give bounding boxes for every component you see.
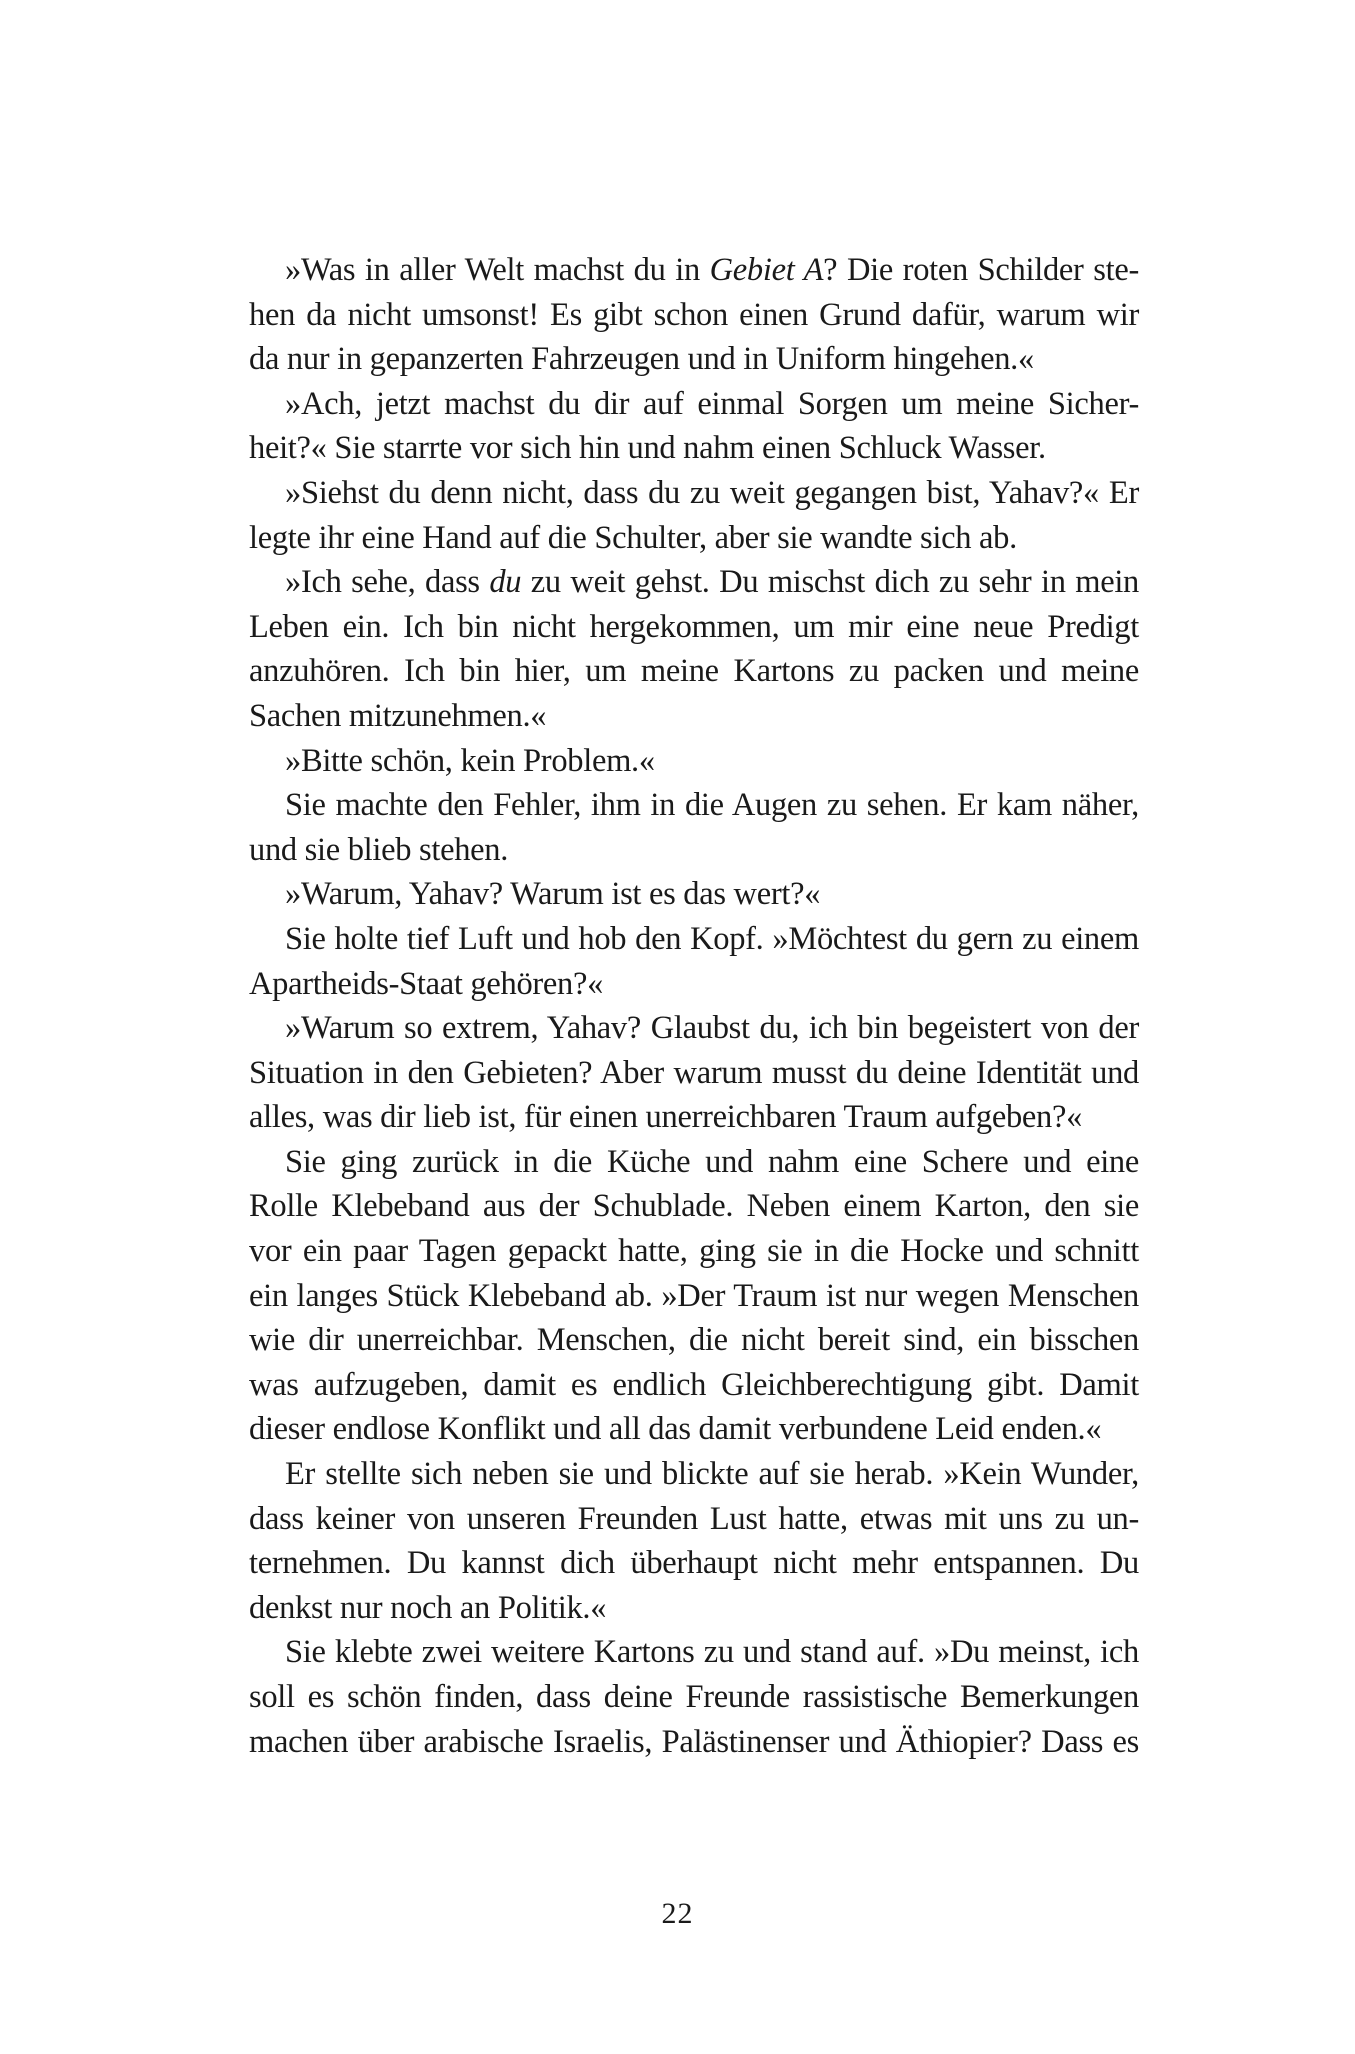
text-line: »Siehst du denn nicht, dass du zu weit gegangen bist, Yahav?« Er [285, 474, 1139, 511]
text-line: dass keiner von unseren Freunden Lust hatte, etwas mit uns zu un- [249, 1500, 1139, 1537]
text-line: soll es schön finden, dass deine Freunde rassistische Bemerkungen [249, 1679, 1139, 1715]
text-line: anzuhören. Ich bin hier, um meine Kartons zu packen und meine [249, 653, 1139, 690]
text-line: Sie holte tief Luft und hob den Kopf. »Möchtest du gern zu einem [285, 920, 1139, 957]
text-line: hen da nicht umsonst! Es gibt schon einen Grund dafür, warum wir [249, 296, 1139, 333]
text-line: Sie klebte zwei weitere Kartons zu und stand auf. »Du meinst, ich [285, 1634, 1139, 1671]
text-line: Sie ging zurück in die Küche und nahm eine Schere und eine [285, 1143, 1139, 1180]
text-line: dieser endlose Konflikt und all das damit verbundene Leid enden.« [249, 1411, 1102, 1448]
text-segment: »Was in aller Welt machst du in [285, 252, 710, 288]
text-segment: »Ich sehe, dass [285, 564, 490, 601]
text-line: und sie blieb stehen. [249, 831, 509, 868]
emphasis-text: du [489, 564, 522, 601]
text-line: Sachen mitzunehmen.« [249, 697, 547, 734]
text-line: Situation in den Gebieten? Aber warum musst du deine Identität und [249, 1054, 1139, 1091]
text-line: heit?« Sie starrte vor sich hin und nahm einen Schluck Wasser. [249, 430, 1046, 467]
text-line: ein langes Stück Klebeband ab. »Der Traum ist nur wegen Menschen [249, 1277, 1139, 1314]
text-line: wie dir unerreichbar. Menschen, die nicht bereit sind, ein bisschen [249, 1322, 1139, 1359]
text-line: vor ein paar Tagen gepackt hatte, ging sie in die Hocke und schnitt [249, 1233, 1139, 1270]
text-line [249, 560, 1139, 605]
text-line: machen über arabische Israelis, Palästinenser und Äthiopier? Dass es [249, 1723, 1139, 1760]
text-line: Er stellte sich neben sie und blickte auf sie herab. »Kein Wunder, [285, 1456, 1139, 1493]
text-line: was aufzugeben, damit es endlich Gleichberechtigung gibt. Damit [249, 1366, 1139, 1403]
text-line: Rolle Klebeband aus der Schublade. Neben einem Karton, den sie [249, 1188, 1139, 1225]
text-line: »Ach, jetzt machst du dir auf einmal Sorgen um meine Sicher- [285, 385, 1139, 422]
text-segment: ? Die roten Schilder ste- [823, 252, 1139, 288]
text-line: Sie machte den Fehler, ihm in die Augen zu sehen. Er kam näher, [285, 787, 1139, 824]
text-line: ternehmen. Du kannst dich überhaupt nicht mehr entspannen. Du [249, 1545, 1139, 1582]
body-text [249, 248, 1139, 1764]
text-line: legte ihr eine Hand auf die Schulter, aber sie wandte sich ab. [249, 519, 1017, 556]
text-line [249, 248, 1139, 293]
page-number: 22 [661, 1897, 694, 1930]
text-line: alles, was dir lieb ist, für einen unerreichbaren Traum aufgeben?« [249, 1099, 1083, 1136]
text-line: »Warum so extrem, Yahav? Glaubst du, ich bin begeistert von der [285, 1010, 1139, 1047]
text-line: Leben ein. Ich bin nicht hergekommen, um mir eine neue Predigt [249, 608, 1139, 645]
text-line: Apartheids-Staat gehören?« [249, 965, 604, 1002]
text-line: da nur in gepanzerten Fahrzeugen und in Uniform hingehen.« [249, 341, 1034, 378]
emphasis-text: Gebiet A [709, 252, 824, 288]
text-line: »Warum, Yahav? Warum ist es das wert?« [285, 876, 821, 913]
text-line: denkst nur noch an Politik.« [249, 1589, 607, 1626]
text-segment: zu weit gehst. Du mischst dich zu sehr in mein [521, 564, 1139, 601]
text-line: »Bitte schön, kein Problem.« [285, 742, 655, 779]
